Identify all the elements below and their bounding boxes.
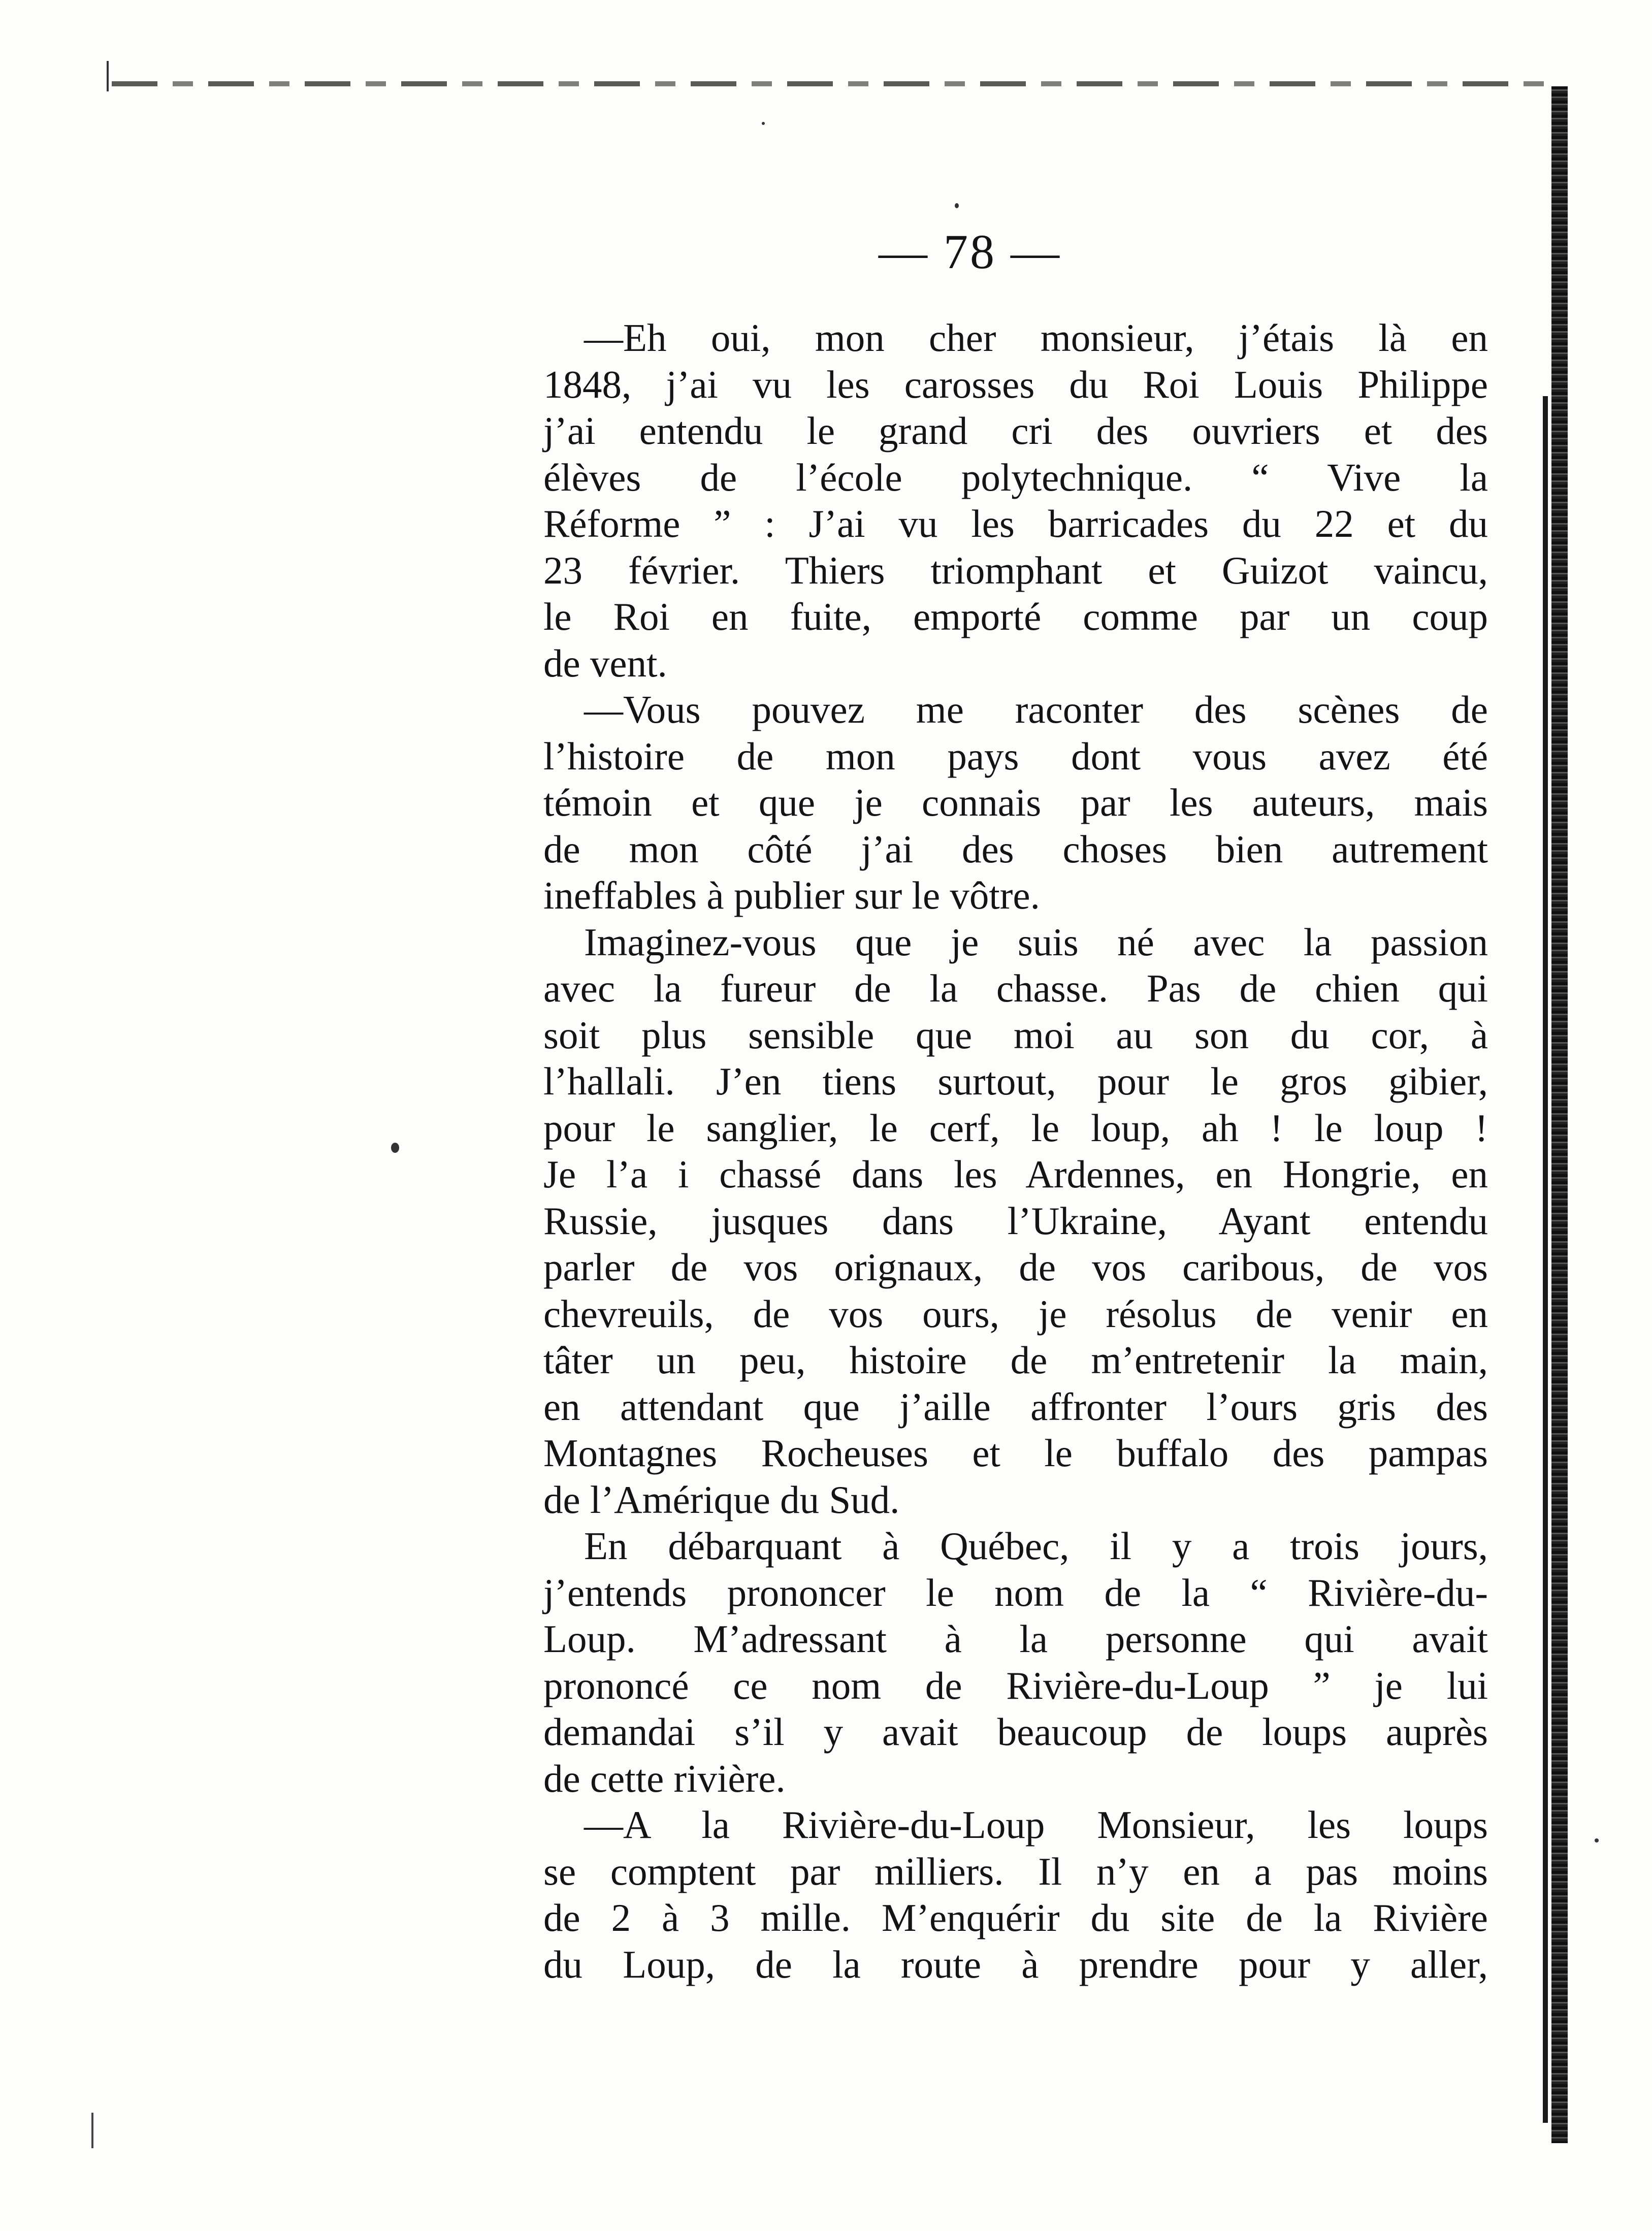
text-line: —Eh oui, mon cher monsieur, j’étais là en <box>584 316 1488 360</box>
text-line: en attendant que j’aille affronter l’ours gris des <box>543 1384 1488 1429</box>
text-line: j’entends prononcer le nom de la “ Rivière-du- <box>543 1570 1488 1614</box>
page-number: — 78 — <box>879 224 1061 279</box>
text-line: de l’Amérique du Sud. <box>543 1477 900 1522</box>
scan-binding-edge <box>1551 86 1568 2143</box>
text-line: 1848, j’ai vu les carosses du Roi Louis Philippe <box>543 362 1488 406</box>
scan-top-edge <box>112 81 1544 86</box>
text-line: pour le sanglier, le cerf, le loup, ah ! le loup ! <box>543 1106 1488 1150</box>
ink-speck <box>1595 1838 1599 1842</box>
text-line: tâter un peu, histoire de m’entretenir la main, <box>543 1338 1488 1382</box>
text-line: Imaginez-vous que je suis né avec la passion <box>584 920 1488 964</box>
text-line: prononcé ce nom de Rivière-du-Loup ” je lui <box>543 1663 1488 1707</box>
text-line: —Vous pouvez me raconter des scènes de <box>584 688 1488 731</box>
text-line: j’ai entendu le grand cri des ouvriers et des <box>543 409 1488 452</box>
ink-speck <box>762 122 765 125</box>
scan-binding-shadow <box>1543 396 1548 2123</box>
text-line: du Loup, de la route à prendre pour y aller, <box>543 1942 1488 1986</box>
text-line: 23 février. Thiers triomphant et Guizot vaincu, <box>543 548 1488 592</box>
text-line: le Roi en fuite, emporté comme par un coup <box>543 595 1488 638</box>
text-line: Je l’a i chassé dans les Ardennes, en Hongrie, en <box>543 1152 1488 1196</box>
text-line: parler de vos orignaux, de vos caribous, de vos <box>543 1245 1488 1289</box>
text-line: de mon côté j’ai des choses bien autrement <box>543 827 1488 871</box>
text-line: Montagnes Rocheuses et le buffalo des pampas <box>543 1431 1488 1475</box>
text-line: de cette rivière. <box>543 1756 786 1800</box>
text-line: l’hallali. J’en tiens surtout, pour le gros gibier, <box>543 1059 1488 1103</box>
scan-corner-mark <box>107 61 109 91</box>
text-line: Loup. M’adressant à la personne qui avait <box>543 1617 1488 1661</box>
scan-corner-mark-bottom <box>91 2113 93 2148</box>
text-line: Russie, jusques dans l’Ukraine, Ayant entendu <box>543 1199 1488 1243</box>
text-line: l’histoire de mon pays dont vous avez été <box>543 734 1488 778</box>
ink-speck <box>391 1143 399 1153</box>
text-line: avec la fureur de la chasse. Pas de chien qui <box>543 966 1488 1010</box>
text-line: de 2 à 3 mille. M’enquérir du site de la Rivière <box>543 1896 1488 1939</box>
text-line: ineffables à publier sur le vôtre. <box>543 874 1040 917</box>
body-text <box>543 315 1488 1988</box>
text-line: demandai s’il y avait beaucoup de loups auprès <box>543 1710 1488 1754</box>
text-line: —A la Rivière-du-Loup Monsieur, les loups <box>584 1803 1488 1847</box>
text-line: chevreuils, de vos ours, je résolus de venir en <box>543 1291 1488 1336</box>
text-line: se comptent par milliers. Il n’y en a pas moins <box>543 1849 1488 1893</box>
text-line: En débarquant à Québec, il y a trois jours, <box>584 1524 1488 1568</box>
text-line: soit plus sensible que moi au son du cor, à <box>543 1013 1488 1057</box>
text-line: élèves de l’école polytechnique. “ Vive la <box>543 455 1488 499</box>
text-line: de vent. <box>543 641 667 685</box>
text-line: témoin et que je connais par les auteurs, mais <box>543 781 1488 824</box>
text-line: Réforme ” : J’ai vu les barricades du 22 et du <box>543 502 1488 545</box>
ink-speck <box>955 203 959 208</box>
